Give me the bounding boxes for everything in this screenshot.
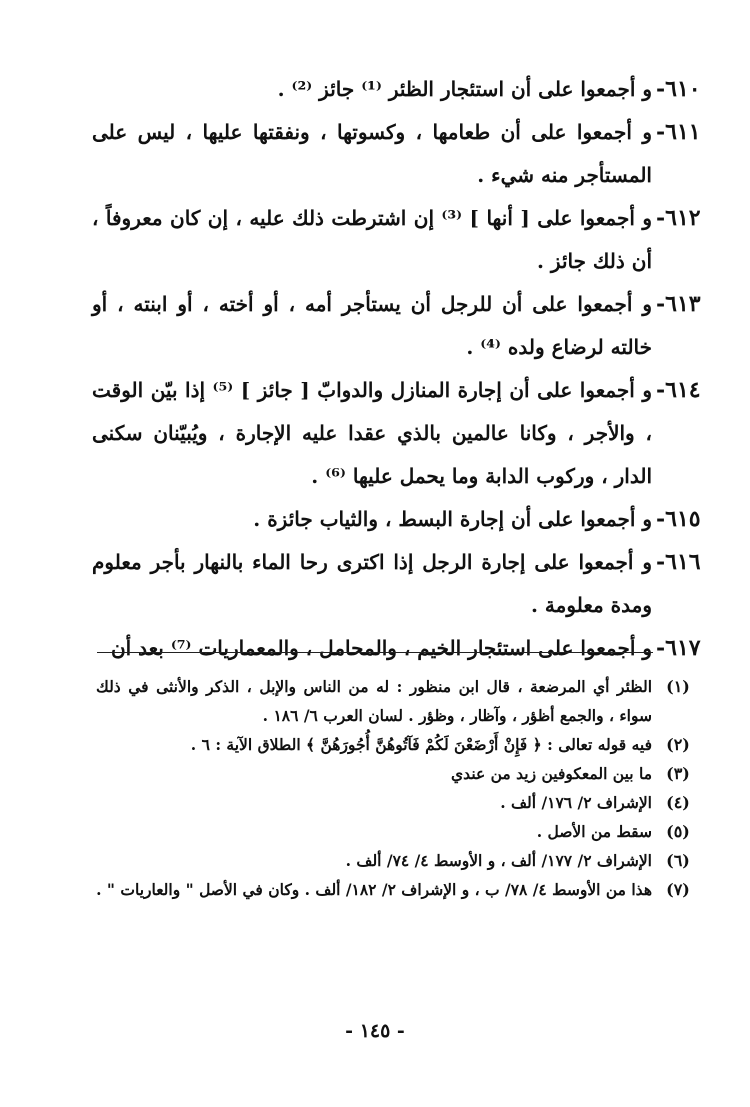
footnote-number: (٤) xyxy=(666,793,690,812)
entry-613 xyxy=(92,283,701,369)
entry-615 xyxy=(92,498,701,541)
footnote-number: (٣) xyxy=(666,764,690,783)
entry-text: و أجمعوا على أن استئجار الظئر ⁽¹⁾ جائز ⁽²⁾ . xyxy=(277,77,652,101)
footnote-6 xyxy=(96,846,690,875)
entry-number: ٦١٦- xyxy=(656,549,701,575)
entry-text: و أجمعوا على إجارة الرجل إذا اكترى رحا الماء بالنهار بأجر معلوم ومدة معلومة . xyxy=(92,550,652,617)
footnote-1 xyxy=(96,672,690,730)
entry-number: ٦١١- xyxy=(656,119,701,145)
entry-612 xyxy=(92,197,701,283)
page-number: - ١٤٥ - xyxy=(345,1020,405,1042)
footnote-3 xyxy=(96,759,690,788)
entry-number: ٦١٢- xyxy=(656,205,701,231)
entry-text: و أجمعوا على [ أنها ] ⁽³⁾ إن اشترطت ذلك عليه ، إن كان معروفاً ، أن ذلك جائز . xyxy=(92,206,652,273)
footnote-text: الإشراف ٢/ ١٧٧/ ألف ، و الأوسط ٤/ ٧٤/ ألف . xyxy=(345,851,652,870)
entry-text: و أجمعوا على أن للرجل أن يستأجر أمه ، أو أخته ، أو ابنته ، أو خالته لرضاع ولده ⁽⁴⁾ . xyxy=(92,292,652,359)
entry-text: و أجمعوا على أن إجارة البسط ، والثياب جائزة . xyxy=(253,507,652,531)
entry-text: و أجمعوا على استئجار الخيم ، والمحامل ، والمعماريات ⁽⁷⁾ بعد أن xyxy=(110,636,652,660)
entry-number: ٦١٥- xyxy=(656,506,701,532)
entry-text: و أجمعوا على أن إجارة المنازل والدوابّ [ جائز ] ⁽⁵⁾ إذا بيّن الوقت ، والأجر ، وكانا عالمين بالذي عقدا عليه الإجارة ، ويُبيّنان سكنى الدار ، وركوب الدابة وما يحمل عليها ⁽⁶⁾ . xyxy=(92,378,652,488)
footnote-text: هذا من الأوسط ٤/ ٧٨/ ب ، و الإشراف ٢/ ١٨٢/ ألف . وكان في الأصل " والعاريات " . xyxy=(96,880,652,899)
footnote-text: فيه قوله تعالى : ﴿ فَإِنْ أَرْضَعْنَ لَكُمْ فَآتُوهُنَّ أُجُورَهُنَّ ﴾ الطلاق الآية : ٦ . xyxy=(190,735,652,754)
entry-number: ٦١٤- xyxy=(656,377,701,403)
footnote-text: الإشراف ٢/ ١٧٦/ ألف . xyxy=(500,793,652,812)
footnote-number: (١) xyxy=(666,677,690,696)
entry-number: ٦١٣- xyxy=(656,291,701,317)
footnote-text: الظئر أي المرضعة ، قال ابن منظور : له من الناس والإبل ، الذكر والأنثى في ذلك سواء ، والجمع أظؤر ، وآظار ، وظؤر . لسان العرب ٦/ ١٨٦ . xyxy=(96,677,652,725)
main-text xyxy=(92,68,701,670)
entry-610 xyxy=(92,68,701,111)
entry-614 xyxy=(92,369,701,498)
footnote-text: سقط من الأصل . xyxy=(536,822,652,841)
footnotes xyxy=(96,672,690,904)
entry-text: و أجمعوا على أن طعامها ، وكسوتها ، ونفقتها عليها ، ليس على المستأجر منه شيء . xyxy=(92,120,652,187)
entry-number: ٦١٧- xyxy=(656,635,701,661)
footnote-text: ما بين المعكوفين زيد من عندي xyxy=(451,764,652,783)
footnote-5 xyxy=(96,817,690,846)
footnote-number: (٢) xyxy=(666,735,690,754)
footnote-7 xyxy=(96,875,690,904)
entry-611 xyxy=(92,111,701,197)
footnote-number: (٥) xyxy=(666,822,690,841)
footnote-number: (٦) xyxy=(666,851,690,870)
footnote-2 xyxy=(96,730,690,759)
entry-616 xyxy=(92,541,701,627)
footnote-4 xyxy=(96,788,690,817)
footnote-separator xyxy=(97,652,653,653)
footnote-number: (٧) xyxy=(666,880,690,899)
entry-617 xyxy=(92,627,701,670)
entry-number: ٦١٠- xyxy=(656,76,701,102)
